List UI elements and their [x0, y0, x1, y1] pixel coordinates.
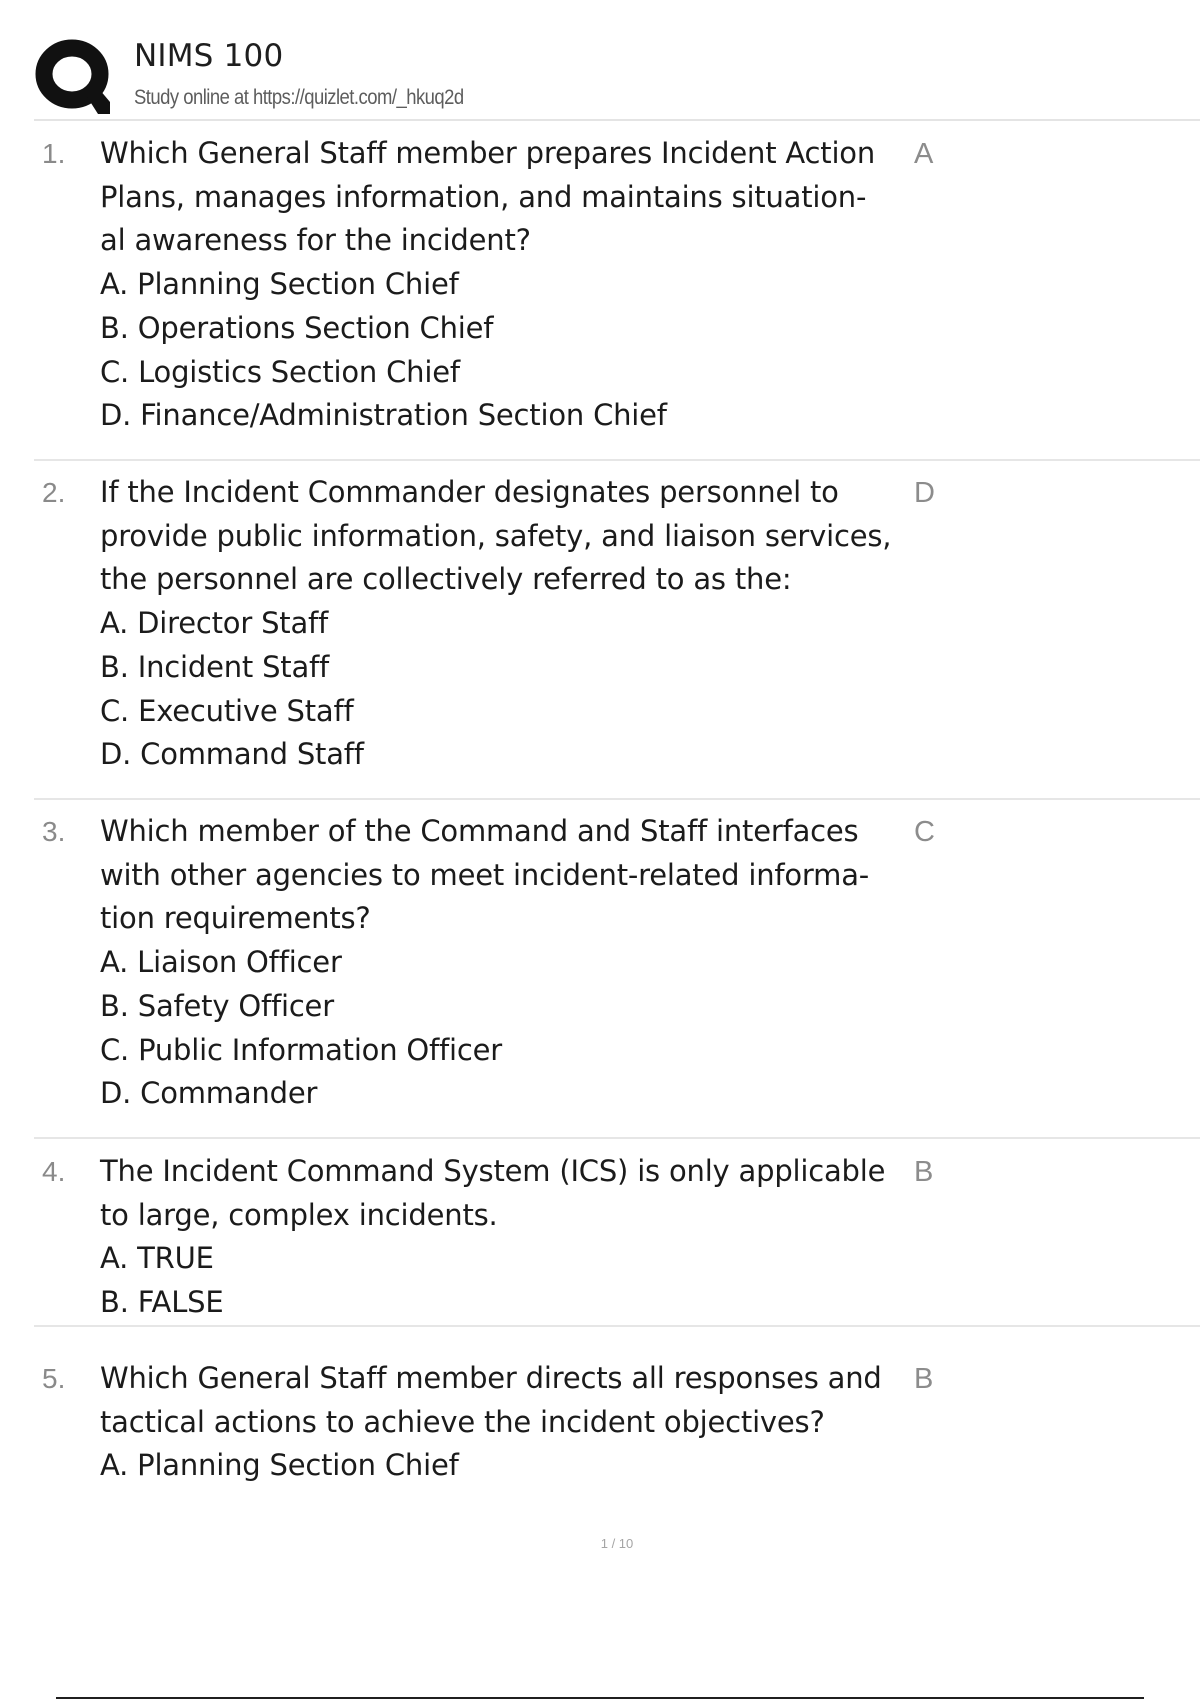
- study-online-link-text: Study online at https://quizlet.com/_hkuq2d: [134, 86, 464, 109]
- answer-letter: A: [914, 138, 934, 170]
- question-number: 3.: [42, 816, 66, 847]
- question-line: D. Command Staff: [100, 737, 364, 772]
- question-line: The Incident Command System (ICS) is only applicable: [100, 1154, 886, 1188]
- question-text: [100, 1357, 930, 1488]
- answer-letter: B: [914, 1363, 934, 1395]
- question-line: A. Liaison Officer: [100, 945, 342, 980]
- header-divider: [34, 119, 1200, 121]
- question-text: [100, 810, 930, 1116]
- question-number: 5.: [42, 1363, 66, 1394]
- question-divider: [34, 459, 1200, 461]
- question-line: D. Finance/Administration Section Chief: [100, 398, 667, 433]
- question-line: with other agencies to meet incident-related informa-: [100, 857, 870, 892]
- question-line: al awareness for the incident?: [100, 223, 531, 258]
- question-line: C. Executive Staff: [100, 693, 354, 728]
- question-line: provide public information, safety, and liaison services,: [100, 518, 892, 553]
- question-number: 4.: [42, 1156, 66, 1187]
- question-line: B. Operations Section Chief: [100, 310, 494, 345]
- question-divider: [34, 1137, 1200, 1139]
- document-header: [34, 36, 1200, 118]
- question-divider: [34, 798, 1200, 800]
- question-text: [100, 1150, 930, 1325]
- question-line: Which member of the Command and Staff interfaces: [100, 814, 859, 848]
- question-line: B. Incident Staff: [100, 649, 330, 684]
- question-line: B. Safety Officer: [100, 988, 334, 1023]
- question-divider: [34, 1325, 1200, 1327]
- answer-letter: D: [914, 477, 935, 509]
- page-number: 1 / 10: [600, 1536, 634, 1551]
- answer-letter: C: [914, 816, 935, 848]
- question-number: 2.: [42, 477, 66, 508]
- question-line: If the Incident Commander designates personnel to: [100, 475, 839, 509]
- question-line: B. FALSE: [100, 1285, 224, 1320]
- question-line: D. Commander: [100, 1076, 318, 1111]
- question-line: tactical actions to achieve the incident objectives?: [100, 1404, 825, 1439]
- question-line: tion requirements?: [100, 901, 371, 936]
- question-line: A. Director Staff: [100, 606, 329, 641]
- question-line: the personnel are collectively referred to as the:: [100, 562, 792, 597]
- question-line: A. Planning Section Chief: [100, 267, 459, 302]
- question-line: A. Planning Section Chief: [100, 1448, 459, 1483]
- question-line: Which General Staff member prepares Incident Action: [100, 136, 876, 170]
- header-text: [134, 38, 509, 110]
- footer-divider: [56, 1697, 1144, 1699]
- question-text: [100, 132, 930, 438]
- quizlet-logo-icon: [34, 36, 114, 116]
- question-line: to large, complex incidents.: [100, 1197, 498, 1232]
- question-text: [100, 471, 930, 777]
- question-line: C. Logistics Section Chief: [100, 354, 460, 389]
- question-line: A. TRUE: [100, 1241, 214, 1276]
- answer-letter: B: [914, 1156, 934, 1188]
- document-title: NIMS 100: [134, 38, 284, 74]
- question-line: Plans, manages information, and maintains situation-: [100, 179, 867, 214]
- question-line: Which General Staff member directs all responses and: [100, 1361, 882, 1395]
- question-line: C. Public Information Officer: [100, 1032, 503, 1067]
- question-number: 1.: [42, 138, 66, 169]
